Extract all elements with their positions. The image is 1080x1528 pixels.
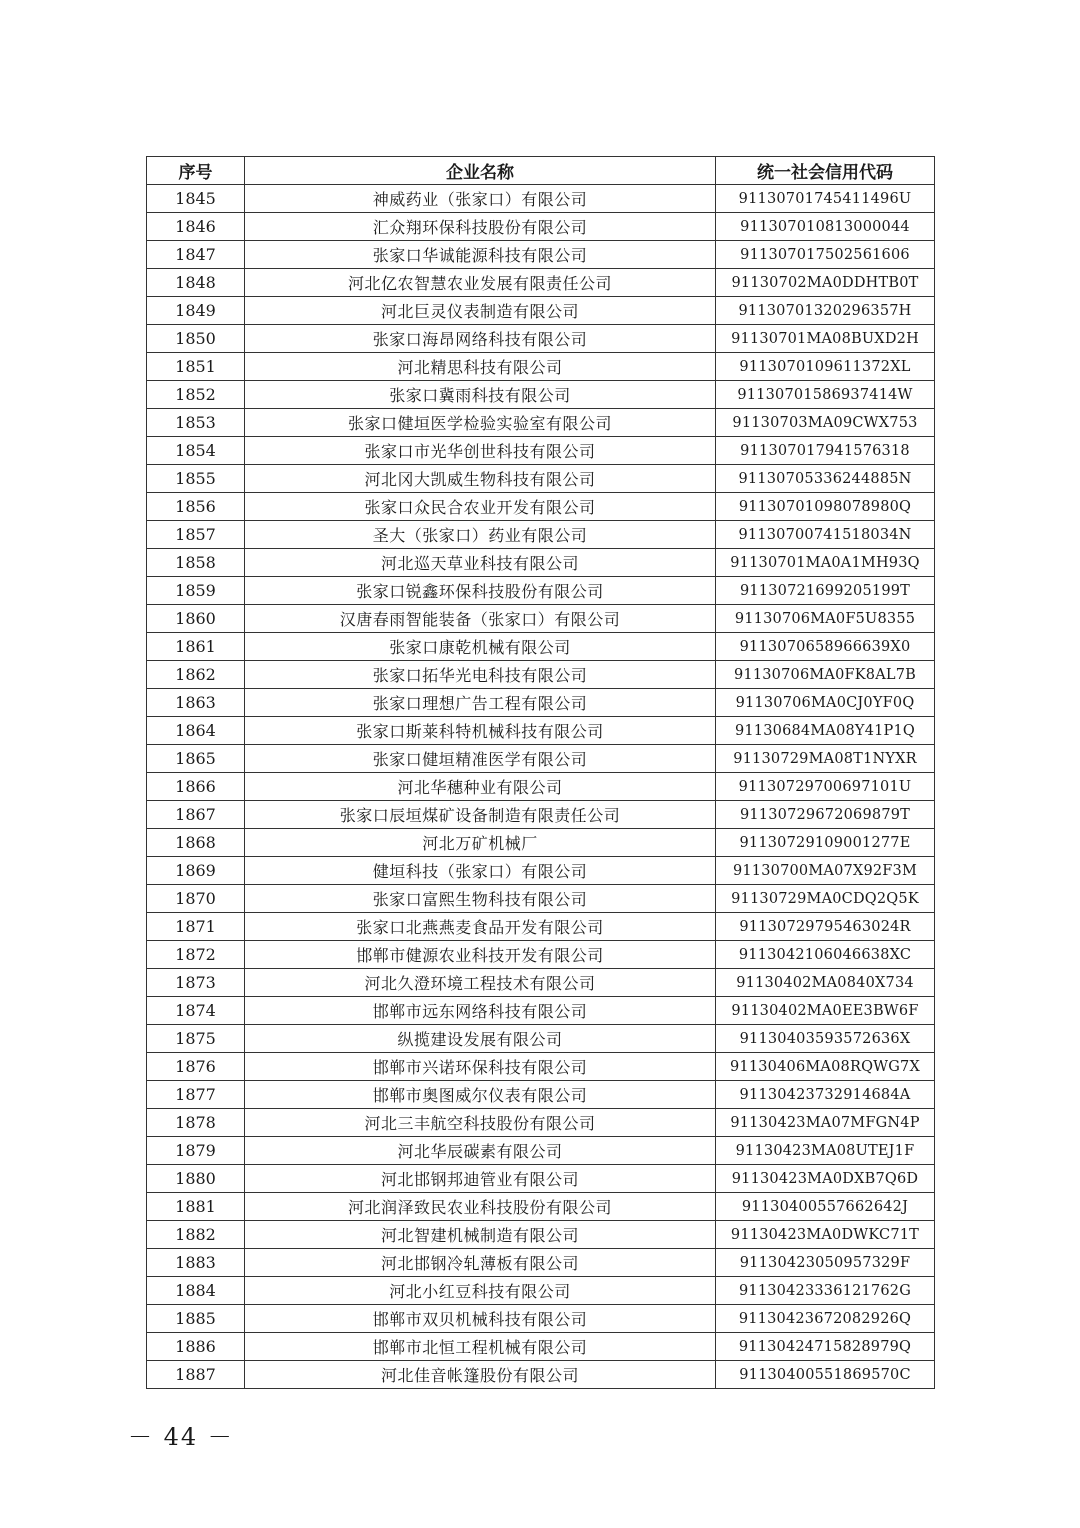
row-company-name: 张家口健垣医学检验实验室有限公司 [245,409,716,437]
table-row [147,801,935,829]
table-row [147,1193,935,1221]
row-company-name: 邯郸市奥图威尔仪表有限公司 [245,1081,716,1109]
row-company-name: 邯郸市健源农业科技开发有限公司 [245,941,716,969]
row-index: 1855 [147,465,245,493]
row-credit-code: 9113042106046638XC [716,941,935,969]
row-credit-code: 911307017502561606 [716,241,935,269]
table-row [147,493,935,521]
row-credit-code: 91130729700697101U [716,773,935,801]
table-row [147,269,935,297]
row-index: 1869 [147,857,245,885]
table-row [147,577,935,605]
row-credit-code: 91130400557662642J [716,1193,935,1221]
row-company-name: 张家口辰垣煤矿设备制造有限责任公司 [245,801,716,829]
row-credit-code: 91130721699205199T [716,577,935,605]
row-index: 1850 [147,325,245,353]
table-row [147,689,935,717]
row-index: 1873 [147,969,245,997]
table-row [147,1361,935,1389]
enterprise-table [146,156,935,1389]
table-row [147,997,935,1025]
row-index: 1862 [147,661,245,689]
row-index: 1867 [147,801,245,829]
row-company-name: 张家口华诚能源科技有限公司 [245,241,716,269]
table-row [147,661,935,689]
table-row [147,941,935,969]
table-row [147,1025,935,1053]
table-header-row [147,157,935,185]
row-company-name: 河北佳音帐篷股份有限公司 [245,1361,716,1389]
row-company-name: 张家口锐鑫环保科技股份有限公司 [245,577,716,605]
row-credit-code: 91130729795463024R [716,913,935,941]
row-index: 1884 [147,1277,245,1305]
row-index: 1851 [147,353,245,381]
page-number: － 44 － [128,1423,234,1451]
table-row [147,885,935,913]
row-company-name: 河北久澄环境工程技术有限公司 [245,969,716,997]
row-credit-code: 91130700741518034N [716,521,935,549]
table-row [147,549,935,577]
row-index: 1852 [147,381,245,409]
table-row [147,857,935,885]
row-index: 1882 [147,1221,245,1249]
row-index: 1857 [147,521,245,549]
table-row [147,1277,935,1305]
row-index: 1854 [147,437,245,465]
table-row [147,1109,935,1137]
row-index: 1885 [147,1305,245,1333]
row-company-name: 圣大（张家口）药业有限公司 [245,521,716,549]
table-row [147,437,935,465]
row-credit-code: 91130400551869570C [716,1361,935,1389]
row-index: 1886 [147,1333,245,1361]
row-credit-code: 91130403593572636X [716,1025,935,1053]
row-company-name: 汇众翔环保科技股份有限公司 [245,213,716,241]
row-index: 1845 [147,185,245,213]
row-index: 1860 [147,605,245,633]
row-company-name: 张家口理想广告工程有限公司 [245,689,716,717]
row-credit-code: 91130729MA08T1NYXR [716,745,935,773]
row-company-name: 河北三丰航空科技股份有限公司 [245,1109,716,1137]
row-company-name: 邯郸市远东网络科技有限公司 [245,997,716,1025]
table-row [147,1165,935,1193]
row-index: 1856 [147,493,245,521]
row-credit-code: 91130702MA0DDHTB0T [716,269,935,297]
row-credit-code: 91130684MA08Y41P1Q [716,717,935,745]
table-row [147,213,935,241]
row-company-name: 神威药业（张家口）有限公司 [245,185,716,213]
table-row [147,325,935,353]
table-row [147,745,935,773]
row-credit-code: 91130424715828979Q [716,1333,935,1361]
table-row [147,521,935,549]
table-row [147,829,935,857]
row-index: 1887 [147,1361,245,1389]
row-index: 1859 [147,577,245,605]
row-company-name: 河北润泽致民农业科技股份有限公司 [245,1193,716,1221]
row-credit-code: 91130423672082926Q [716,1305,935,1333]
row-index: 1868 [147,829,245,857]
row-index: 1877 [147,1081,245,1109]
table-row [147,1305,935,1333]
row-credit-code: 91130423MA0DWKC71T [716,1221,935,1249]
row-company-name: 张家口冀雨科技有限公司 [245,381,716,409]
row-index: 1883 [147,1249,245,1277]
row-credit-code: 91130701586937414W [716,381,935,409]
table-row [147,241,935,269]
row-credit-code: 91130701MA08BUXD2H [716,325,935,353]
table-row [147,605,935,633]
row-index: 1879 [147,1137,245,1165]
row-company-name: 张家口斯莱科特机械科技有限公司 [245,717,716,745]
table-row [147,717,935,745]
row-credit-code: 91130423336121762G [716,1277,935,1305]
row-credit-code: 91130423732914684A [716,1081,935,1109]
row-credit-code: 91130423050957329F [716,1249,935,1277]
row-credit-code: 91130402MA0840X734 [716,969,935,997]
table-row [147,465,935,493]
row-credit-code: 911307010813000044 [716,213,935,241]
row-index: 1880 [147,1165,245,1193]
table-row [147,1137,935,1165]
row-index: 1875 [147,1025,245,1053]
row-index: 1849 [147,297,245,325]
row-credit-code: 91130703MA09CWX753 [716,409,935,437]
row-company-name: 河北巡天草业科技有限公司 [245,549,716,577]
table-row [147,969,935,997]
row-credit-code: 91130423MA0DXB7Q6D [716,1165,935,1193]
row-index: 1865 [147,745,245,773]
table-body [147,185,935,1389]
table-row [147,409,935,437]
row-index: 1858 [147,549,245,577]
row-credit-code: 91130423MA08UTEJ1F [716,1137,935,1165]
row-company-name: 张家口拓华光电科技有限公司 [245,661,716,689]
row-company-name: 邯郸市双贝机械科技有限公司 [245,1305,716,1333]
row-index: 1874 [147,997,245,1025]
row-company-name: 张家口富熙生物科技有限公司 [245,885,716,913]
row-credit-code: 91130729MA0CDQ2Q5K [716,885,935,913]
row-credit-code: 91130406MA08RQWG7X [716,1053,935,1081]
row-credit-code: 91130706MA0FK8AL7B [716,661,935,689]
row-credit-code: 9113070109611372XL [716,353,935,381]
row-company-name: 河北华辰碳素有限公司 [245,1137,716,1165]
row-index: 1878 [147,1109,245,1137]
table-row [147,1221,935,1249]
row-index: 1847 [147,241,245,269]
table-row [147,633,935,661]
table-row [147,1333,935,1361]
row-company-name: 河北亿农智慧农业发展有限责任公司 [245,269,716,297]
header-index: 序号 [147,157,245,185]
row-credit-code: 91130706MA0F5U8355 [716,605,935,633]
row-index: 1863 [147,689,245,717]
row-credit-code: 91130701320296357H [716,297,935,325]
row-credit-code: 91130706MA0CJ0YF0Q [716,689,935,717]
row-credit-code: 91130705336244885N [716,465,935,493]
row-company-name: 邯郸市兴诺环保科技有限公司 [245,1053,716,1081]
row-credit-code: 91130701MA0A1MH93Q [716,549,935,577]
row-company-name: 张家口众民合农业开发有限公司 [245,493,716,521]
row-index: 1848 [147,269,245,297]
row-company-name: 河北小红豆科技有限公司 [245,1277,716,1305]
row-index: 1881 [147,1193,245,1221]
table-row [147,353,935,381]
row-company-name: 张家口市光华创世科技有限公司 [245,437,716,465]
row-index: 1870 [147,885,245,913]
row-index: 1866 [147,773,245,801]
table-row [147,913,935,941]
row-company-name: 纵揽建设发展有限公司 [245,1025,716,1053]
header-credit-code: 统一社会信用代码 [716,157,935,185]
row-index: 1846 [147,213,245,241]
row-company-name: 张家口海昂网络科技有限公司 [245,325,716,353]
row-company-name: 张家口健垣精准医学有限公司 [245,745,716,773]
row-index: 1853 [147,409,245,437]
row-company-name: 健垣科技（张家口）有限公司 [245,857,716,885]
table-row [147,297,935,325]
row-company-name: 河北万矿机械厂 [245,829,716,857]
table-row [147,185,935,213]
row-company-name: 河北邯钢冷轧薄板有限公司 [245,1249,716,1277]
row-credit-code: 91130423MA07MFGN4P [716,1109,935,1137]
row-company-name: 河北精思科技有限公司 [245,353,716,381]
row-index: 1864 [147,717,245,745]
row-company-name: 张家口康乾机械有限公司 [245,633,716,661]
row-company-name: 邯郸市北恒工程机械有限公司 [245,1333,716,1361]
header-company-name: 企业名称 [245,157,716,185]
table-row [147,381,935,409]
row-company-name: 河北巨灵仪表制造有限公司 [245,297,716,325]
row-company-name: 河北冈大凯威生物科技有限公司 [245,465,716,493]
row-company-name: 河北华穗种业有限公司 [245,773,716,801]
row-credit-code: 91130402MA0EE3BW6F [716,997,935,1025]
row-credit-code: 91130729672069879T [716,801,935,829]
row-credit-code: 91130701098078980Q [716,493,935,521]
row-company-name: 河北邯钢邦迪管业有限公司 [245,1165,716,1193]
table-row [147,1249,935,1277]
table-row [147,773,935,801]
table-row [147,1081,935,1109]
row-credit-code: 91130729109001277E [716,829,935,857]
row-company-name: 张家口北燕燕麦食品开发有限公司 [245,913,716,941]
row-credit-code: 9113070658966639X0 [716,633,935,661]
row-index: 1876 [147,1053,245,1081]
row-credit-code: 91130701745411496U [716,185,935,213]
row-index: 1861 [147,633,245,661]
row-company-name: 汉唐春雨智能装备（张家口）有限公司 [245,605,716,633]
row-index: 1871 [147,913,245,941]
row-credit-code: 911307017941576318 [716,437,935,465]
row-credit-code: 91130700MA07X92F3M [716,857,935,885]
row-company-name: 河北智建机械制造有限公司 [245,1221,716,1249]
row-index: 1872 [147,941,245,969]
table-row [147,1053,935,1081]
